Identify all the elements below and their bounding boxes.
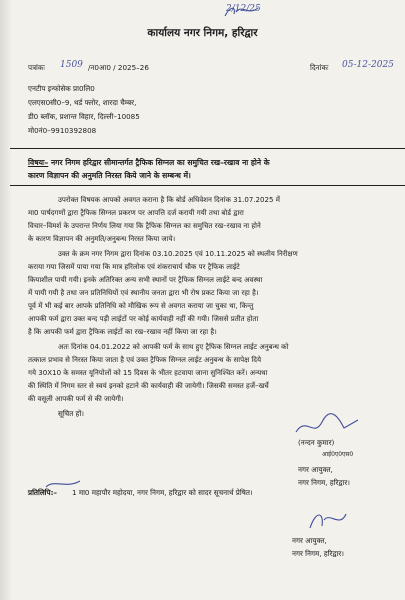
- body-paragraph-1: [28, 193, 280, 245]
- body-line: विचार–विमर्श के उपरान्त निर्णय लिया गया कि ट्रैफिक सिग्नल का समुचित रख–रखाव ना होने: [28, 221, 261, 230]
- body-line: कराया गया जिसमें पाया गया कि मात्र हरिलोक एवं शंकराचार्य चौक पर ट्रैफिक लाईटे: [28, 262, 240, 271]
- signatory-service: आई0ए0एस0: [322, 451, 354, 458]
- body-line: अतः दिनांक 04.01.2022 को आपकी फर्म के साथ हुए ट्रैफिक सिग्नल लाईट अनुबन्ध को: [58, 342, 289, 351]
- body-paragraph-2: [28, 247, 298, 338]
- body-line: है कि आपकी फर्म द्वारा ट्रैफिक लाईटों का रख–रखाव नहीं किया जा रहा है।: [28, 327, 217, 336]
- body-line: के कारण विज्ञापन की अनुमति/अनुबन्ध निरस्त किया जाये।: [28, 234, 176, 243]
- subject-line-2: कारण विज्ञापन की अनुमति निरस्त किये जाने के सम्बन्ध में।: [28, 171, 191, 180]
- addressee-line: डी0 ब्लॉक, प्रशान्त विहार, दिल्ली–10085: [28, 112, 140, 121]
- signatory-office-2: नगर निगम, हरिद्वार।: [292, 549, 344, 558]
- reference-label: पत्रांकः: [28, 63, 45, 72]
- body-line: कियाशील पायी गयी। इनके अतिरिक्त अन्य सभी स्थानों पर ट्रैफिक सिग्नल लाईटे बन्द अवस्था: [28, 275, 263, 284]
- body-line: आपकी फर्म द्वारा उक्त बन्द पड़ी लाईटों पर कोई कार्यवाही नहीं की गयी। जिससे प्रतीत होता: [28, 314, 259, 323]
- date-label: दिनांकः: [310, 63, 329, 72]
- body-line: तत्काल प्रभाव से निरस्त किया जाता है एवं उक्त ट्रैफिक सिग्नल लाईट अनुबन्ध के सापेक्ष दिये: [28, 355, 262, 364]
- body-line: गये 30X10 के समस्त यूनिपोलों को 15 दिवस के भीतर हटवाया जाना सुनिश्चित करें। अन्यथा: [28, 368, 268, 377]
- signatory-office: नगर निगम, हरिद्वार।: [298, 478, 350, 487]
- body-paragraph-3: [28, 340, 288, 405]
- date-value: 05-12-2025: [342, 60, 394, 70]
- signatory-designation-2: नगर आयुक्त,: [292, 536, 327, 545]
- signatory-name: (नन्दन कुमार): [298, 438, 335, 447]
- divider-top: [10, 148, 405, 149]
- addressee-phone: मो0नं0–9910392808: [28, 126, 97, 135]
- body-line: की वसूली आपकी फर्म से की जायेगी।: [28, 394, 124, 403]
- reference-suffix: /न0आ0 / 2025–26: [88, 63, 149, 72]
- office-title: कार्यालय नगर निगम, हरिद्वार: [147, 27, 258, 39]
- closing-line: सूचित हों।: [58, 409, 84, 418]
- page-edge-shadow: [0, 0, 12, 600]
- subject-label: विषयः–: [28, 158, 49, 167]
- copy-text: 1 मा0 महापौर महोदया, नगर निगम, हरिद्वार को सादर सूचनार्थ प्रेषित।: [72, 488, 253, 497]
- body-line: में पायी गयी है तथा जन प्रतिनिधियों एवं स्थानीय जनता द्वारा भी रोष प्रकट किया जा रहा है।: [28, 288, 259, 297]
- body-line: पूर्व में भी कई बार आपके प्रतिनिधि को मौखिक रूप से अवगत कराया जा चुका था, किन्तु: [28, 301, 254, 310]
- body-line: मा0 पार्षदगणों द्वारा ट्रैफिक सिग्नल प्रकरण पर आपत्ति दर्ज करायी गयी तथा बोर्ड द्वारा: [28, 208, 244, 217]
- subject-line-1: नगर निगम हरिद्वार सीमान्तर्गत ट्रैफिक सिग्नल का समुचित रख–रखाव ना होने के: [48, 158, 270, 167]
- initials-scribble: [222, 2, 262, 20]
- signature-scribble-2: [306, 508, 350, 534]
- reference-number: 1509: [60, 60, 83, 70]
- subject-block: [28, 156, 388, 182]
- body-line: की स्थिति में निगम स्तर से स्वयं इनको हटाने की कार्यवाही की जायेगी। जिसकी समस्त हर्जे–खर्चे: [28, 381, 269, 390]
- divider-subject: [10, 185, 405, 186]
- body-line: उपरोक्त विषयक आपको अवगत कराना है कि बोर्ड अधिवेशन दिनांक 31.07.2025 में: [58, 195, 280, 204]
- copy-label: प्रतिलिपि:–: [28, 488, 58, 497]
- copy-tick-mark: [44, 477, 84, 491]
- addressee-line: एनटीप इन्फोसेक प्रा0लि0: [28, 84, 95, 93]
- body-line: उक्त के क्रम नगर निगम द्वारा दिनांक 03.10.2025 एवं 10.11.2025 को स्थलीय निरीक्षण: [58, 249, 298, 258]
- signatory-designation: नगर आयुक्त,: [298, 465, 333, 474]
- handwritten-initials: 2/12/25: [226, 4, 261, 14]
- addressee-line: एलएस0सी0–9, थर्ड फ्लोर, शारदा चैम्बर,: [28, 98, 137, 107]
